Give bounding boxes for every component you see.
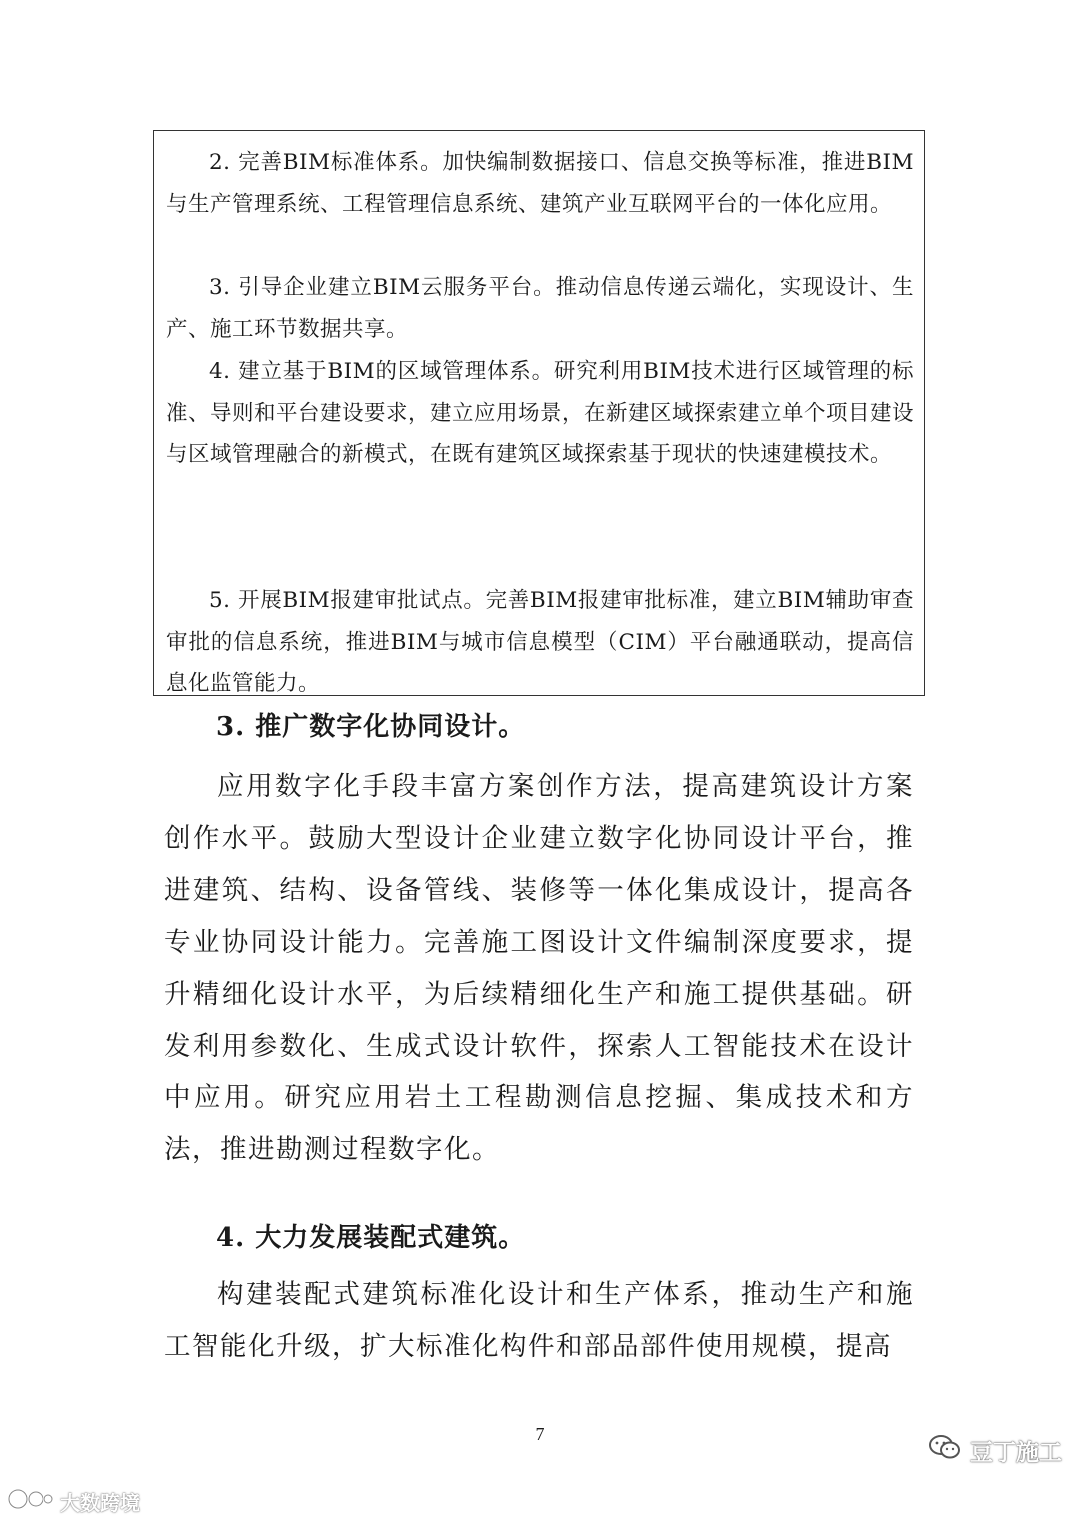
box-paragraph: 3. 引导企业建立BIM云服务平台。推动信息传递云端化，实现设计、生产、施工环节数据共享。: [166, 275, 914, 342]
watermark-left: [6, 1484, 140, 1518]
watermark-right-text: 豆丁施工: [970, 1439, 1062, 1466]
box-paragraph: 2. 完善BIM标准体系。加快编制数据接口、信息交换等标准，推进BIM与生产管理系统、工程管理信息系统、建筑产业互联网平台的一体化应用。: [166, 150, 914, 217]
watermark-left-text: 大数跨境: [60, 1490, 140, 1515]
section-heading: 3. 推广数字化协同设计。: [216, 712, 526, 742]
logo-icon: [6, 1486, 54, 1517]
section-body: 应用数字化手段丰富方案创作方法，提高建筑设计方案创作水平。鼓励大型设计企业建立数字化协同设计平台，推进建筑、结构、设备管线、装修等一体化集成设计，提高各专业协同设计能力。完善施工图设计文件编制深度要求，提升精细化设计水平，为后续精细化生产和施工提供基础。研发利用参数化、生成式设计软件，探索人工智能技术在设计中应用。研究应用岩土工程勘测信息挖掘、集成技术和方法，推进勘测过程数字化。: [164, 771, 914, 1166]
box-paragraph: 5. 开展BIM报建审批试点。完善BIM报建审批标准，建立BIM辅助审查审批的信息系统，推进BIM与城市信息模型（CIM）平台融通联动，提高信息化监管能力。: [166, 588, 914, 697]
wechat-icon: [928, 1433, 962, 1467]
watermark-right: [928, 1430, 1062, 1470]
box-paragraph: 4. 建立基于BIM的区域管理体系。研究利用BIM技术进行区域管理的标准、导则和平台建设要求，建立应用场景，在新建区域探索建立单个项目建设与区域管理融合的新模式，在既有建筑区域探索基于现状的快速建模技术。: [166, 359, 915, 468]
section-heading: 4. 大力发展装配式建筑。: [216, 1223, 526, 1253]
page-number: 7: [535, 1424, 545, 1444]
section-body: 构建装配式建筑标准化设计和生产体系，推动生产和施工智能化升级，扩大标准化构件和部品部件使用规模，提高: [164, 1279, 914, 1362]
highlight-box: [153, 130, 925, 696]
